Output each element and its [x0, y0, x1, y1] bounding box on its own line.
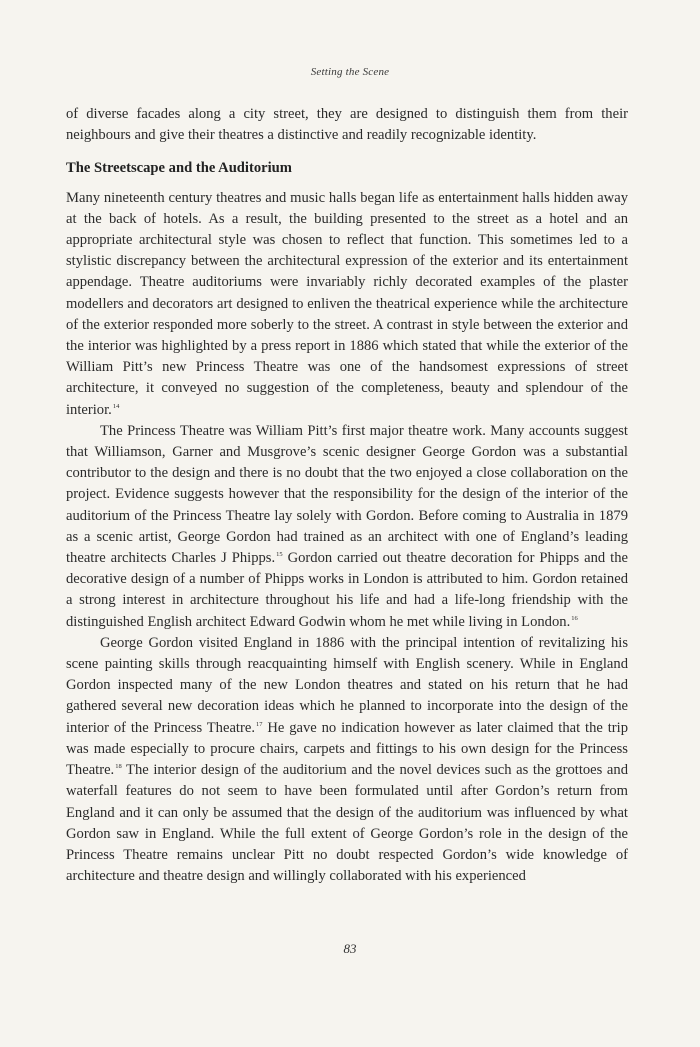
footnote-marker: 15: [276, 551, 283, 559]
paragraph-text: The interior design of the auditorium and the novel devices such as the grottoes and waterfall features do not seem to have been formulated until after Gordon’s return from England and it can only be assumed that the design of the auditorium was influenced by what Gordon saw in England. While the full extent of George Gordon’s role in the design of the Princess Theatre remains unclear Pitt no doubt respected Gordon’s wide knowledge of architecture and theatre design and willingly collaborated with his experienced: [66, 762, 628, 885]
footnote-marker: 16: [571, 614, 578, 622]
body-paragraph-3: [66, 633, 628, 887]
section-heading: The Streetscape and the Auditorium: [66, 160, 292, 177]
paragraph-text: Gordon carried out theatre decoration for Phipps and the decorative design of a number of Phipps works in London is attributed to him. Gordon retained a strong interest in architecture throughout his life and had a life-long friendship with the distinguished English architect Edward Godwin whom he met while living in London.: [66, 550, 628, 630]
paragraph-text: The Princess Theatre was William Pitt’s first major theatre work. Many accounts suggest that Williamson, Garner and Musgrove’s scenic designer George Gordon was a substantial contributor to the design and there is no doubt that the two enjoyed a close collaboration on the project. Evidence suggests however that the responsibility for the design of the interior of the auditorium of the Princess Theatre lay solely with Gordon. Before coming to Australia in 1879 as a scenic artist, George Gordon had trained as an architect with one of England’s leading theatre architects Charles J Phipps.: [66, 422, 628, 567]
paragraph-text: Many nineteenth century theatres and music halls began life as entertainment halls hidden away at the back of hotels. As a result, the building presented to the street as a hotel and an appropriate architectural style was chosen to reflect that function. This sometimes led to a stylistic discrepancy between the architectural expression of the exterior and its entertainment appendage. Theatre auditoriums were invariably richly decorated examples of the plaster modellers and decorators art designed to enliven the theatrical experience while the architecture of the exterior responded more soberly to the street. A contrast in style between the exterior and the interior was highlighted by a press report in 1886 which stated that while the exterior of the William Pitt’s new Princess Theatre was one of the handsomest expressions of street architecture, it conveyed no suggestion of the completeness, beauty and splendour of the interior.: [66, 189, 628, 418]
body-paragraph-1: [66, 188, 628, 421]
footnote-marker: 14: [112, 402, 120, 410]
continued-paragraph: of diverse facades along a city street, they are designed to distinguish them from their neighbours and give their theatres a distinctive and readily recognizable identity.: [66, 106, 628, 144]
running-head: Setting the Scene: [310, 66, 390, 78]
paragraph-text: George Gordon visited England in 1886 with the principal intention of revitalizing his scene painting skills through reacquainting himself with English scenery. While in England Gordon inspected many of the new London theatres and stated on his return that he had gathered several new decoration ideas which he planned to incorporate into the design of the interior of the Princess Theatre.: [66, 634, 628, 736]
page-body: [66, 104, 628, 887]
footnote-marker: 18: [115, 763, 122, 771]
paragraph-text: He gave no indication however as later claimed that the trip was made especially to procure chairs, carpets and fittings to his own design for the Princess Theatre.: [66, 719, 628, 779]
footnote-marker: 17: [255, 720, 263, 728]
body-paragraph-2: [66, 421, 628, 633]
page-number: 83: [343, 941, 357, 956]
